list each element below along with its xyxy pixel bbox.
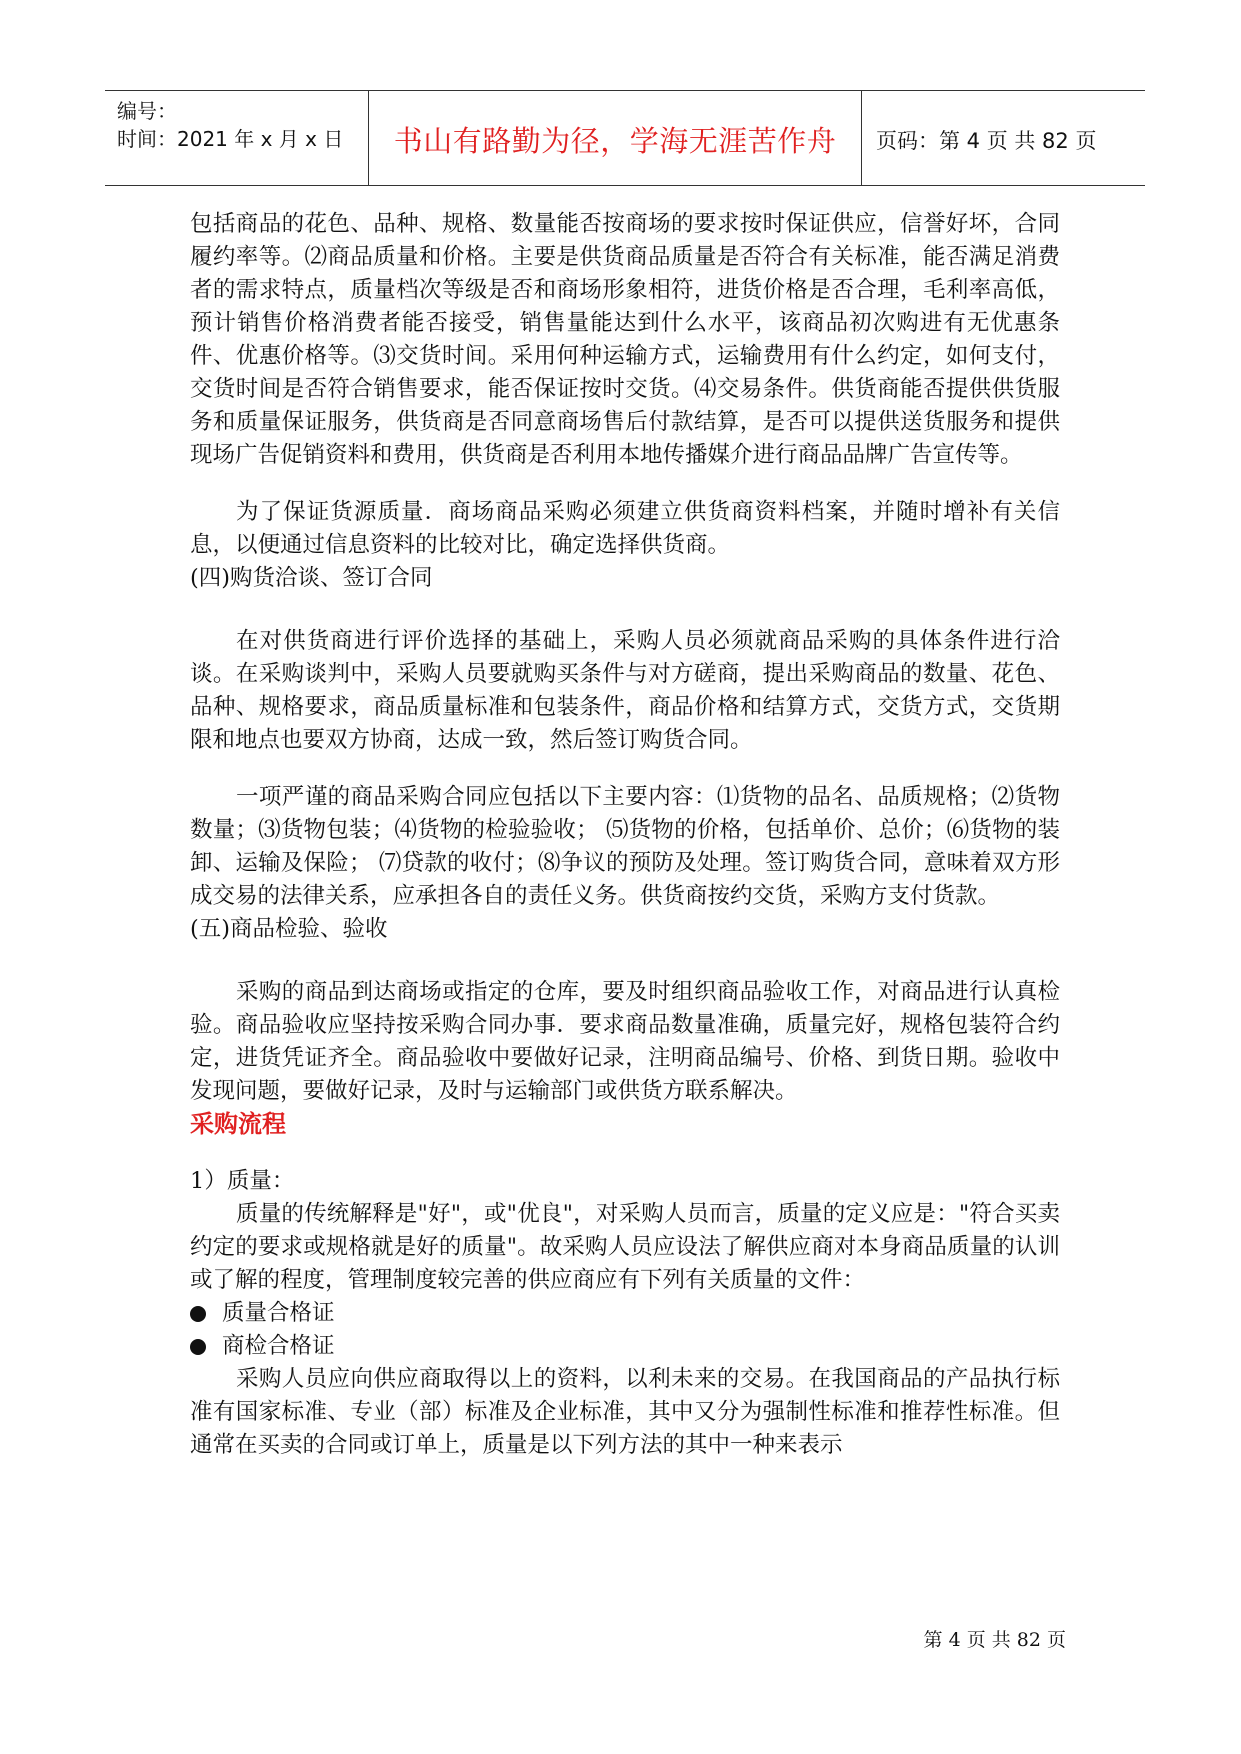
paragraph-contract-contents: 一项严谨的商品采购合同应包括以下主要内容：⑴货物的品名、品质规格；⑵货物数量；⑶货物包装；⑷货物的检验验收； ⑸货物的价格，包括单价、总价；⑹货物的装卸、运输及保险； ⑺贷款的收付；⑻争议的预防及处理。签订购货合同，意味着双方形成交易的法律关系，应承担各自的责任义务。供货商按约交货，采购方支付货款。 <box>190 784 1060 909</box>
document-number-label: 编号： <box>117 99 177 123</box>
bullet-icon <box>190 1339 206 1355</box>
heading-negotiation: (四)购货洽谈、签订合同 <box>190 565 433 591</box>
paragraph-standards: 采购人员应向供应商取得以上的资料，以利未来的交易。在我国商品的产品执行标准有国家标准、专业（部）标准及企业标准，其中又分为强制性标准和推荐性标准。但通常在买卖的合同或订单上，质量是以下列方法的其中一种来表示 <box>190 1366 1060 1458</box>
header-table <box>105 90 1145 186</box>
section-title: 采购流程 <box>190 1110 286 1138</box>
header-left-cell <box>105 91 369 185</box>
bullet-text: 商检合格证 <box>222 1333 335 1359</box>
paragraph-supplier-archive: 为了保证货源质量．商场商品采购必须建立供货商资料档案，并随时增补有关信息，以便通过信息资料的比较对比，确定选择供货商。 <box>190 499 1060 558</box>
header-page-label: 页码：第 4 页 共 82 页 <box>876 129 1097 153</box>
bullet-icon <box>190 1306 206 1322</box>
header-motto: 书山有路勤为径，学海无涯苦作舟 <box>393 124 837 158</box>
paragraph-quality-definition: 质量的传统解释是"好"，或"优良"，对采购人员而言，质量的定义应是："符合买卖约定的要求或规格就是好的质量"。故采购人员应设法了解供应商对本身商品质量的认训或了解的程度，管理制度较完善的供应商应有下列有关质量的文件： <box>190 1201 1060 1293</box>
header-center-cell <box>369 91 862 185</box>
page-footer: 第 4 页 共 82 页 <box>923 1629 1066 1651</box>
paragraph-supplier-criteria: 包括商品的花色、品种、规格、数量能否按商场的要求按时保证供应，信誉好坏，合同履约率等。⑵商品质量和价格。主要是供货商品质量是否符合有关标准，能否满足消费者的需求特点，质量档次等级是否和商场形象相符，进货价格是否合理，毛利率高低，预计销售价格消费者能否接受，销售量能达到什么水平，该商品初次购进有无优惠条件、优惠价格等。⑶交货时间。采用何种运输方式，运输费用有什么约定，如何支付，交货时间是否符合销售要求，能否保证按时交货。⑷交易条件。供货商能否提供供货服务和质量保证服务，供货商是否同意商场售后付款结算，是否可以提供送货服务和提供现场广告促销资料和费用，供货商是否利用本地传播媒介进行商品品牌广告宣传等。 <box>190 211 1060 468</box>
quality-label: 1）质量： <box>190 1168 295 1194</box>
header-right-cell <box>862 91 1145 185</box>
paragraph-negotiation: 在对供货商进行评价选择的基础上，采购人员必须就商品采购的具体条件进行洽谈。在采购谈判中，采购人员要就购买条件与对方磋商，提出采购商品的数量、花色、品种、规格要求，商品质量标准和包装条件，商品价格和结算方式，交货方式，交货期限和地点也要双方协商，达成一致，然后签订购货合同。 <box>190 628 1060 753</box>
document-body <box>190 208 1060 1462</box>
list-item <box>190 1330 1060 1363</box>
bullet-text: 质量合格证 <box>222 1300 335 1326</box>
list-item <box>190 1297 1060 1330</box>
document-time-label: 时间：2021 年 x 月 x 日 <box>117 127 344 151</box>
paragraph-inspection: 采购的商品到达商场或指定的仓库，要及时组织商品验收工作，对商品进行认真检验。商品验收应坚持按采购合同办事．要求商品数量准确，质量完好，规格包装符合约定，进货凭证齐全。商品验收中要做好记录，注明商品编号、价格、到货日期。验收中发现问题，要做好记录，及时与运输部门或供货方联系解决。 <box>190 979 1060 1104</box>
heading-inspection: (五)商品检验、验收 <box>190 916 388 942</box>
